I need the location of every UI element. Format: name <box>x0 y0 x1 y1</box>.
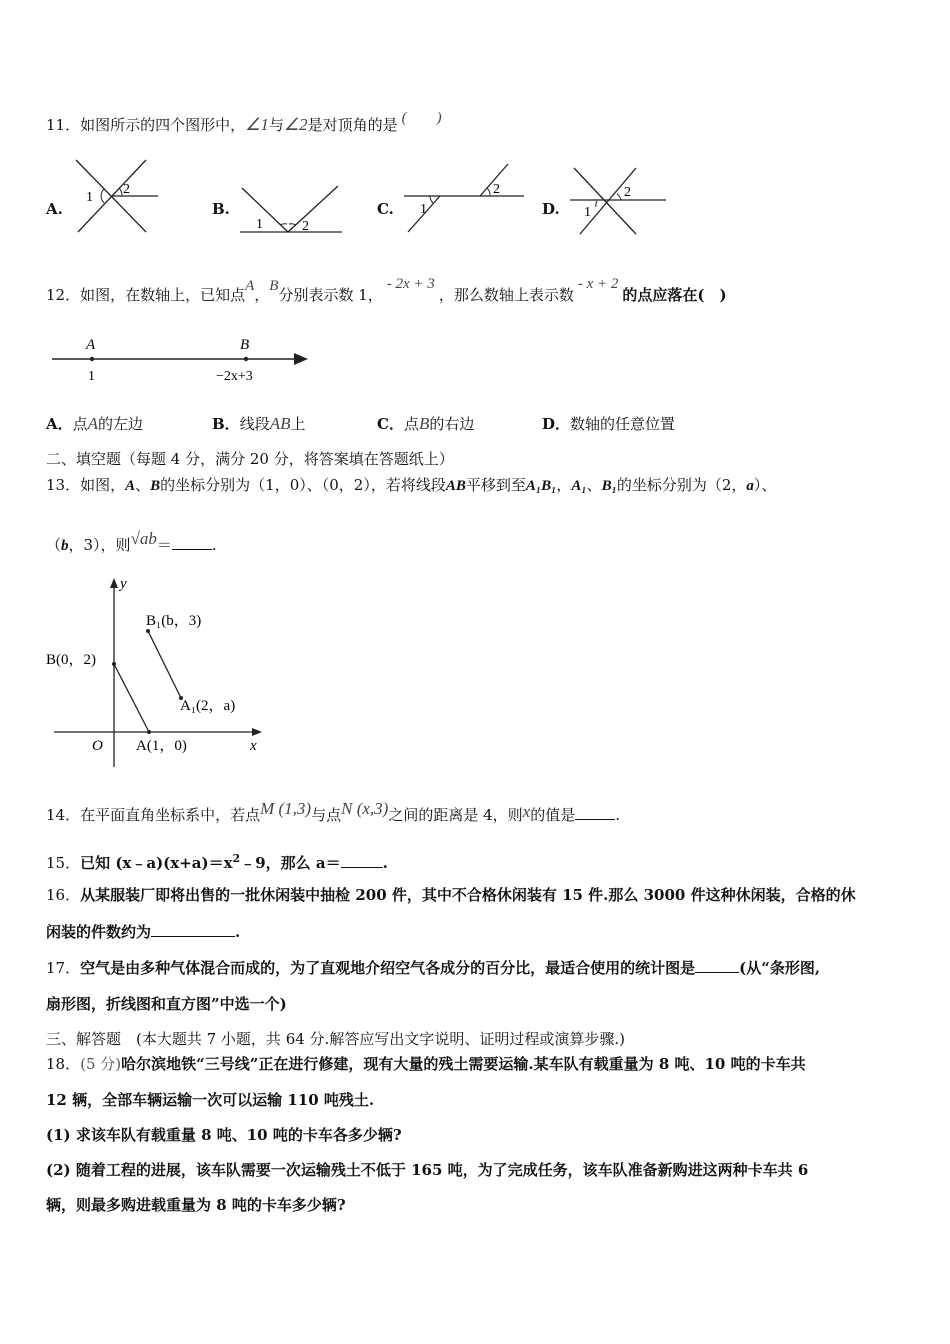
angle2-symbol: ∠2 <box>283 115 308 134</box>
axis-label-a: A <box>86 337 96 353</box>
fig-c-num1: 1 <box>420 202 427 217</box>
x-label: x <box>250 738 257 754</box>
q13-coordinate-graph <box>44 574 274 774</box>
q16-answer-blank <box>151 922 235 937</box>
axis-label-b: B <box>240 337 250 353</box>
q13-answer-blank <box>172 535 212 550</box>
point-b1-label: B₁(b，3) <box>146 613 202 629</box>
q15-stem: 15．已知 $(x﹣a)(x+a)=x^2﹣9$，那么 a＝ . <box>46 852 388 872</box>
fig-d-num1: 1 <box>584 205 591 220</box>
point-n: N (x,3) <box>341 799 389 818</box>
expr-negx-plus2: - x + 2 <box>577 276 619 292</box>
fig-b-arc2 <box>289 224 296 225</box>
q12-number-line <box>46 334 316 386</box>
angle1-symbol: ∠1 <box>245 115 269 134</box>
section-3-heading: 三、解答题 (本大题共 7 小题，共 64 分.解答应写出文字说明、证明过程或演算步骤.) <box>46 1030 625 1048</box>
fig-d-line1 <box>574 168 636 234</box>
y-label: y <box>120 576 127 592</box>
q12-stem: 12．如图，在数轴上，已知点A，B分别表示数 1，- 2x + 3，那么数轴上表示数- x + 2的点应落在( ) <box>46 276 727 304</box>
number-line-arrow <box>294 353 308 365</box>
q18-line1: 18．(5 分)哈尔滨地铁“三号线”正在进行修建，现有大量的残土需要运输.某车队有载重量为 8 吨、10 吨的卡车共 <box>46 1055 806 1073</box>
point-b <box>112 662 116 666</box>
point-b-symbol: B <box>269 278 279 294</box>
q18-part2-line2: 辆，则最多购进载重量为 8 吨的卡车多少辆? <box>46 1196 346 1214</box>
q16-line2: 闲装的件数约为 . <box>46 923 241 941</box>
q12-option-a: A．点A的左边 <box>46 414 144 433</box>
q16-line1: 16．从某服装厂即将出售的一批休闲装中抽检 200 件，其中不合格休闲装有 15 件.那么 3000 件这种休闲装，合格的休 <box>46 886 856 904</box>
axis-value-b: −2x+3 <box>216 369 253 384</box>
sqrt-ab: √ab <box>130 529 157 548</box>
origin-label: O <box>92 738 103 754</box>
point-a1-label: A₁(2，a) <box>180 698 236 714</box>
fig-a-num1: 1 <box>86 190 93 205</box>
point-a-dot <box>90 357 94 361</box>
segment-a1b1 <box>148 631 181 698</box>
point-a-label: A(1，0) <box>136 738 187 754</box>
q11-figure-d <box>566 164 670 238</box>
fig-b-arc1 <box>280 224 287 225</box>
fig-a-num2: 2 <box>123 182 130 197</box>
x-axis-arrow <box>252 728 262 736</box>
q11-figure-a <box>70 154 160 238</box>
section-2-heading: 二、填空题（每题 4 分，满分 20 分，将答案填在答题纸上） <box>46 450 454 468</box>
answer-paren: ( ) <box>401 110 442 126</box>
q18-part1: (1) 求该车队有载重量 8 吨、10 吨的卡车各多少辆? <box>46 1126 402 1144</box>
q11-option-a-label: A. <box>46 200 63 218</box>
fig-c-arc1 <box>430 196 433 203</box>
point-a-symbol: A <box>245 278 255 294</box>
point-b-label: B(0，2) <box>46 652 96 668</box>
q14-stem: 14．在平面直角坐标系中，若点M (1,3)与点N (x,3)之间的距离是 4，则x的值是 . <box>46 799 620 824</box>
segment-ab <box>114 664 149 732</box>
q12-option-c: C．点B的右边 <box>377 414 475 433</box>
q18-line2: 12 辆，全部车辆运输一次可以运输 110 吨残土. <box>46 1091 375 1109</box>
q15-answer-blank <box>341 853 383 868</box>
q11-option-d-label: D. <box>542 200 560 218</box>
q11-stem: 11．如图所示的四个图形中，∠1与∠2是对顶角的是 ( ) <box>46 110 442 134</box>
q17-answer-blank <box>695 958 739 973</box>
point-b1 <box>146 629 150 633</box>
q13-line1: 13．如图，A、B的坐标分别为（1，0）、（0，2），若将线段AB平移到至A₁B₁，A₁、B₁的坐标分别为（2，a）、 <box>46 476 777 494</box>
fig-d-line2 <box>580 168 636 234</box>
point-b-dot <box>244 357 248 361</box>
fig-b-num2: 2 <box>302 219 309 234</box>
q11-option-c-label: C. <box>377 200 394 218</box>
fig-d-num2: 2 <box>624 185 631 200</box>
q17-line1: 17．空气是由多种气体混合而成的，为了直观地介绍空气各成分的百分比，最适合使用的统计图是 (从“条形图, <box>46 959 821 977</box>
fig-b-left <box>242 188 288 232</box>
q13-line2: （b，3），则√ab＝ . <box>46 529 217 554</box>
q14-answer-blank <box>575 805 615 820</box>
fig-a-arc2 <box>119 188 122 196</box>
fig-b-num1: 1 <box>256 217 263 232</box>
point-a <box>147 730 151 734</box>
q11-option-b-label: B. <box>212 200 230 218</box>
fig-a-arc1 <box>101 189 104 203</box>
q18-part2-line1: (2) 随着工程的进展，该车队需要一次运输残土不低于 165 吨，为了完成任务，该车队准备新购进这两种卡车共 6 <box>46 1161 809 1179</box>
q17-line2: 扇形图，折线图和直方图”中选一个) <box>46 995 287 1013</box>
point-m: M (1,3) <box>260 799 312 818</box>
fig-c-arc2 <box>487 188 490 196</box>
axis-value-a: 1 <box>88 369 95 384</box>
fig-d-arc2 <box>617 194 621 200</box>
fig-c-num2: 2 <box>493 182 500 197</box>
expr-neg2x-plus3: - 2x + 3 <box>386 276 435 292</box>
fig-d-arc1 <box>596 201 597 207</box>
q12-option-d: D．数轴的任意位置 <box>542 415 676 433</box>
q11-figure-c <box>400 160 528 238</box>
q12-option-b: B．线段AB上 <box>212 414 306 433</box>
y-axis-arrow <box>110 578 118 588</box>
q11-figure-b <box>234 180 346 238</box>
